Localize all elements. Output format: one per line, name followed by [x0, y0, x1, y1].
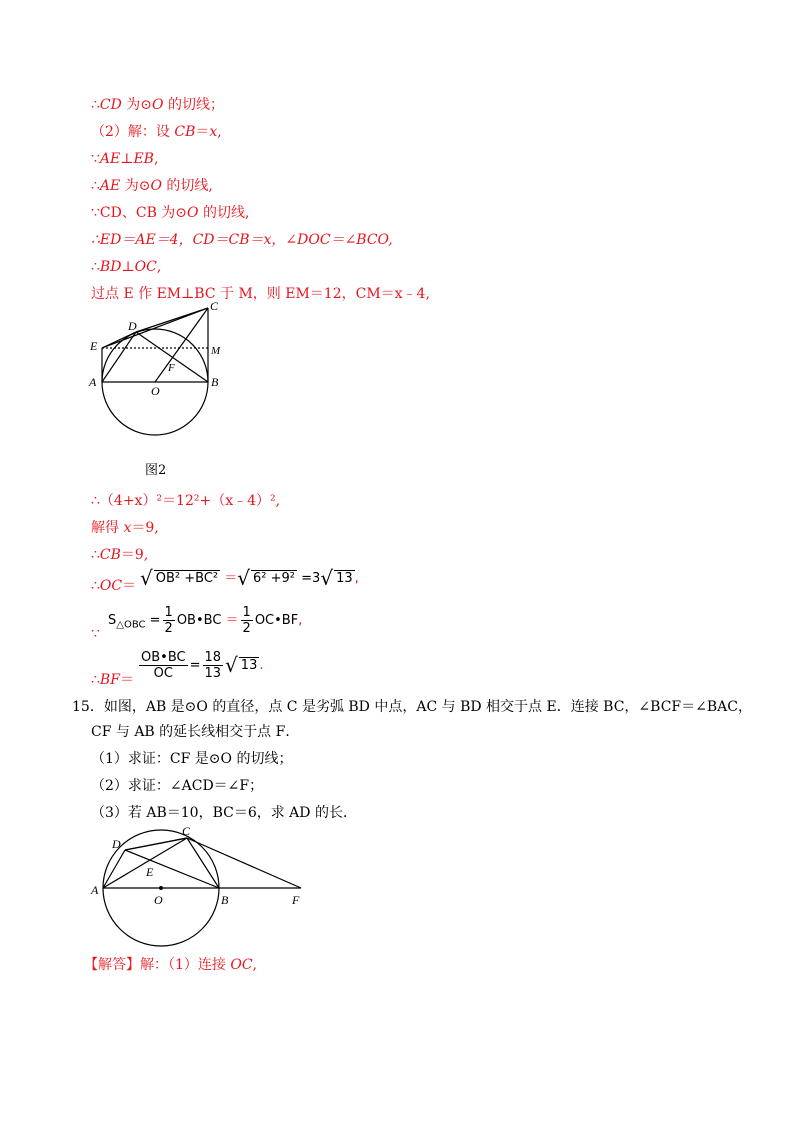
formula-bf: $\frac{OB•BC}{OC}$ = $\frac{18}{13}$ √ 13 .	[141, 650, 264, 681]
proof-line-8: 过点 E 作 EM⊥BC 于 M，则 EM＝12，CM＝x﹣4,	[91, 286, 430, 302]
proof-line-7: ∴BD⊥OC,	[91, 259, 162, 275]
proof-line-2: （2）解：设 CB＝x,	[91, 124, 222, 140]
proof-line-5: ∵CD、CB 为⊙O 的切线,	[91, 205, 250, 221]
problem-15-stem-2: CF 与 AB 的延长线相交于点 F．	[91, 724, 300, 740]
proof-line-6: ∴ED＝AE＝4，CD＝CB＝x，∠DOC＝∠BCO,	[91, 232, 393, 248]
answer-line: 【解答】解：（1）连接 OC,	[84, 957, 258, 973]
label-D: D	[128, 319, 137, 333]
proof-line-1: ∴CD 为⊙O 的切线；	[91, 97, 224, 113]
label-O: O	[154, 893, 163, 907]
label-O: O	[151, 384, 160, 398]
problem-15-stem: 15．如图，AB 是⊙O 的直径，点 C 是劣弧 BD 中点，AC 与 BD 相交于点 E．连接 BC，∠BCF＝∠BAC，	[72, 699, 752, 715]
proof-line-12: ∴OC＝	[91, 578, 137, 594]
label-A: A	[89, 375, 97, 389]
proof-line-9: ∴（4+x）²＝12²+（x﹣4）²,	[91, 493, 281, 509]
figure-15-diagram	[88, 822, 313, 947]
figure-2-diagram	[85, 298, 235, 446]
proof-line-10: 解得 x＝9,	[91, 520, 159, 536]
formula-oc: √ OB² +BC² ＝√ 6² +9² =3√ 13 ,	[140, 566, 359, 590]
label-F: F	[292, 893, 300, 907]
label-B: B	[211, 375, 219, 389]
label-F: F	[168, 362, 175, 374]
formula-area: $S_{\triangle OBC}$ = $\frac{1}{2}$ OB•BC ＝ $\frac{1}{2}$ OC•BF,	[108, 605, 303, 636]
label-E: E	[146, 865, 154, 879]
proof-line-11: ∴CB＝9,	[91, 547, 149, 563]
label-M: M	[211, 345, 221, 357]
label-D: D	[112, 837, 121, 851]
center-point	[159, 886, 163, 890]
problem-15-question-1: （1）求证：CF 是⊙O 的切线；	[91, 751, 293, 767]
answer-tag: 【解答】	[84, 957, 140, 973]
figure-2-caption: 图2	[145, 463, 167, 478]
proof-line-14: ∴BF＝	[91, 672, 134, 688]
label-B: B	[221, 893, 229, 907]
label-C: C	[210, 299, 219, 313]
proof-line-13: ∵	[91, 626, 100, 642]
problem-15-question-2: （2）求证：∠ACD＝∠F；	[91, 778, 264, 794]
label-E: E	[90, 339, 98, 353]
proof-line-4: ∴AE 为⊙O 的切线,	[91, 178, 213, 194]
label-A: A	[91, 883, 99, 897]
problem-15-question-3: （3）若 AB＝10，BC＝6，求 AD 的长．	[91, 805, 357, 821]
proof-line-3: ∵AE⊥EB,	[91, 151, 159, 167]
label-C: C	[182, 824, 191, 838]
